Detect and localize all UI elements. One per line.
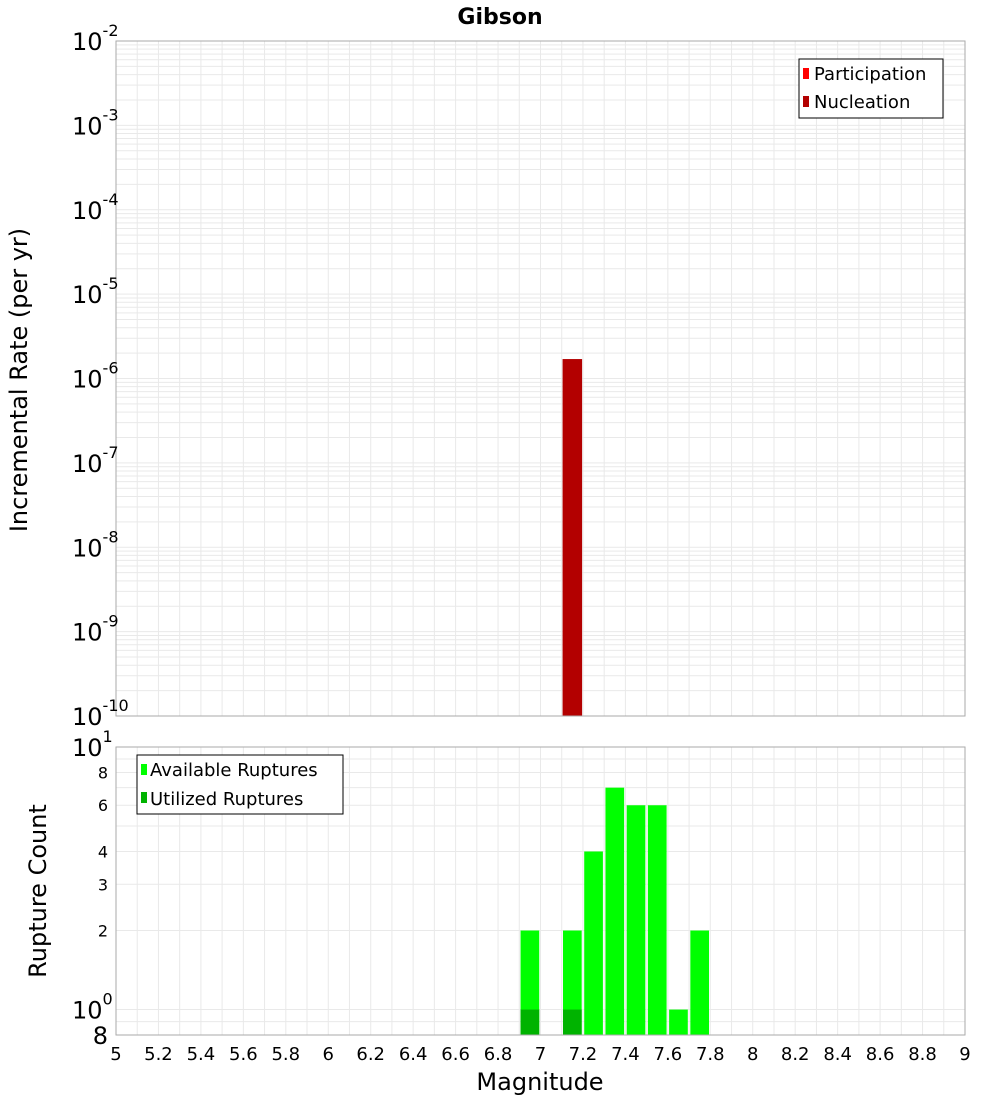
bar-available-ruptures <box>690 931 709 1035</box>
bottom-panel <box>24 727 971 1096</box>
legend-label-available-ruptures: Available Ruptures <box>150 760 318 781</box>
bar-available-ruptures <box>584 851 603 1035</box>
legend-label-utilized-ruptures: Utilized Ruptures <box>150 789 304 810</box>
legend-label-nucleation: Nucleation <box>814 92 911 113</box>
x-tick-label: 8.8 <box>908 1044 937 1065</box>
bar-available-ruptures <box>669 1010 688 1035</box>
y-tick-label: 10-4 <box>72 189 119 225</box>
x-tick-label: 5 <box>110 1044 122 1065</box>
x-tick-label: 8.4 <box>823 1044 852 1065</box>
y-tick-label: 3 <box>97 875 108 895</box>
x-tick-label: 7.2 <box>568 1044 598 1065</box>
bar-utilized-ruptures <box>521 1010 540 1035</box>
y-tick-label: 10-6 <box>72 358 119 394</box>
bar-available-ruptures <box>605 788 624 1035</box>
y-tick-label: 10-3 <box>72 105 119 141</box>
x-tick-label: 5.8 <box>271 1044 301 1065</box>
top-y-axis-label: Incremental Rate (per yr) <box>5 227 33 533</box>
top-panel <box>5 21 965 731</box>
x-tick-label: 6.4 <box>398 1044 428 1065</box>
y-tick-label: 10-7 <box>72 442 119 478</box>
bar-available-ruptures <box>627 805 646 1035</box>
top-legend <box>799 59 943 118</box>
legend-swatch-nucleation <box>803 96 809 107</box>
y-tick-label: 10-2 <box>72 21 119 56</box>
legend-swatch-available-ruptures <box>141 764 147 775</box>
legend-swatch-participation <box>803 68 809 79</box>
x-tick-label: 5.6 <box>229 1044 258 1065</box>
y-tick-label: 2 <box>97 921 108 941</box>
x-tick-label: 6 <box>322 1044 334 1065</box>
x-tick-label: 6.6 <box>441 1044 470 1065</box>
bar-available-ruptures <box>648 805 667 1035</box>
x-tick-label: 8.2 <box>780 1044 810 1065</box>
x-tick-label: 7.8 <box>695 1044 725 1065</box>
x-tick-label: 6.8 <box>483 1044 513 1065</box>
bottom-y-axis-label: Rupture Count <box>24 804 52 978</box>
x-tick-label: 8.6 <box>865 1044 895 1065</box>
y-tick-label: 10-10 <box>72 696 129 731</box>
bottom-y-ticks <box>72 727 113 1050</box>
top-grid <box>116 41 965 716</box>
top-bars <box>563 359 583 716</box>
chart-title: Gibson <box>457 5 543 30</box>
x-axis-label: Magnitude <box>476 1068 604 1096</box>
y-tick-label: 10-5 <box>72 274 119 310</box>
x-tick-label: 6.2 <box>356 1044 386 1065</box>
x-tick-label: 7.4 <box>611 1044 640 1065</box>
x-tick-label: 5.2 <box>144 1044 173 1065</box>
bar-nucleation <box>563 359 583 716</box>
y-tick-label: 10-8 <box>72 527 119 563</box>
y-tick-label: 100 <box>72 989 113 1025</box>
x-tick-label: 7.6 <box>653 1044 683 1065</box>
legend-label-participation: Participation <box>814 64 927 85</box>
y-tick-label: 4 <box>97 842 108 862</box>
bar-utilized-ruptures <box>563 1010 582 1035</box>
y-tick-label: 6 <box>97 796 108 816</box>
y-tick-label: 101 <box>72 727 113 762</box>
y-tick-label: 10-9 <box>72 611 119 647</box>
x-tick-label: 8 <box>747 1044 759 1065</box>
x-ticks <box>110 1044 970 1065</box>
x-tick-label: 7 <box>534 1044 547 1065</box>
x-tick-label: 9 <box>959 1044 971 1065</box>
x-tick-label: 5.4 <box>186 1044 216 1065</box>
legend-swatch-utilized-ruptures <box>141 792 147 803</box>
y-tick-label: 8 <box>97 763 108 783</box>
bottom-legend <box>137 755 343 814</box>
y-tick-label: 8 <box>92 1022 108 1050</box>
